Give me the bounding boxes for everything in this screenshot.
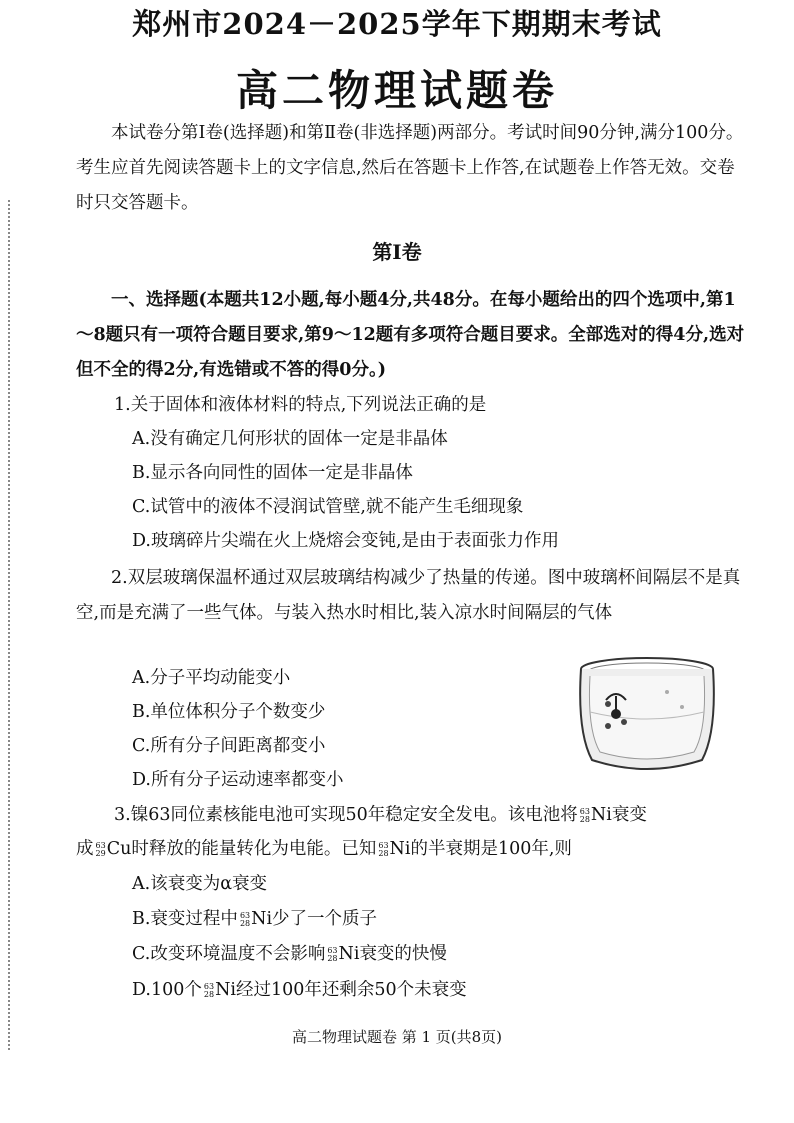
q1-option-c: C.试管中的液体不浸润试管壁,就不能产生毛细现象 [132, 497, 524, 517]
atomic-number: 28 [579, 814, 590, 824]
nuclide-ni-scripts [327, 947, 337, 963]
option-text: D.100个 [132, 980, 202, 1000]
option-text: 少了一个质子 [272, 909, 378, 929]
nuclide-ni-scripts [580, 808, 590, 824]
nuclide-ni-scripts [378, 842, 388, 858]
q2-option-b: B.单位体积分子个数变少 [132, 702, 326, 722]
option-text: 经过100年还剩余50个未衰变 [235, 980, 467, 1000]
q3-stem-text: 的半衰期是100年,则 [410, 839, 572, 859]
q3-option-d [132, 976, 467, 1001]
q3-option-c [132, 940, 447, 965]
option-text: B.衰变过程中 [132, 909, 238, 929]
q3-stem-text: 衰变 [611, 805, 647, 825]
atomic-number: 28 [239, 918, 251, 928]
q3-stem-text: 3.镍63同位素核能电池可实现50年稳定安全发电。该电池将 [114, 805, 578, 825]
section-title: 第Ⅰ卷 [372, 240, 422, 264]
atomic-number: 28 [203, 989, 215, 999]
mass-number: 63 [203, 981, 215, 991]
exam-title: 郑州市2024－2025学年下期期末考试 [132, 7, 662, 41]
q2-option-c: C.所有分子间距离都变小 [132, 736, 326, 756]
nuclide-symbol: Ni [389, 839, 411, 859]
page-footer: 高二物理试题卷 第 1 页(共8页) [291, 1028, 503, 1046]
nuclide-ni-scripts [240, 912, 250, 928]
mass-number: 63 [579, 806, 590, 816]
atomic-number: 28 [378, 848, 389, 858]
q3-stem-text: 时释放的能量转化为电能。已知 [131, 839, 377, 859]
q1-option-d: D.玻璃碎片尖端在火上烧熔会变钝,是由于表面张力作用 [132, 531, 560, 551]
nuclide-symbol: Ni [251, 909, 273, 929]
nuclide-cu-scripts [96, 842, 106, 858]
q1-stem: 1.关于固体和液体材料的特点,下列说法正确的是 [114, 395, 487, 415]
q3-stem-line2 [76, 835, 572, 860]
nuclide-symbol: Ni [215, 980, 236, 1000]
paper-title: 高二物理试题卷 [235, 66, 558, 115]
nuclide-symbol: Ni [590, 805, 612, 825]
q3-option-b [132, 905, 377, 930]
nuclide-symbol: Ni [338, 944, 360, 964]
option-text: 衰变的快慢 [359, 944, 447, 964]
q3-stem-line1 [114, 801, 647, 826]
option-text: C.改变环境温度不会影响 [132, 944, 326, 964]
q3-stem-text: 成 [76, 839, 94, 859]
mass-number: 63 [327, 945, 338, 955]
atomic-number: 28 [327, 953, 338, 963]
binding-margin-dots [8, 200, 10, 1050]
double-glass-cup-figure [572, 652, 722, 778]
q1-option-a: A.没有确定几何形状的固体一定是非晶体 [132, 429, 448, 449]
q1-option-b: B.显示各向同性的固体一定是非晶体 [132, 463, 413, 483]
mass-number: 63 [378, 840, 389, 850]
intro-paragraph: 本试卷分第Ⅰ卷(选择题)和第Ⅱ卷(非选择题)两部分。考试时间90分钟,满分100分。考生应首先阅读答题卡上的文字信息,然后在答题卡上作答,在试题卷上作答无效。交卷时只交答题卡。 [76, 123, 744, 213]
atomic-number: 29 [95, 848, 106, 858]
q2-option-a: A.分子平均动能变小 [132, 668, 291, 688]
q2-option-d: D.所有分子运动速率都变小 [132, 770, 344, 790]
nuclide-symbol: Cu [106, 839, 132, 859]
q2-stem: 2.双层玻璃保温杯通过双层玻璃结构减少了热量的传递。图中玻璃杯间隔层不是真空,而是充满了一些气体。与装入热水时相比,装入凉水时间隔层的气体 [76, 568, 741, 623]
mass-number: 63 [95, 840, 106, 850]
mass-number: 63 [239, 910, 251, 920]
choice-instructions: 一、选择题(本题共12小题,每小题4分,共48分。在每小题给出的四个选项中,第1～8题只有一项符合题目要求,第9～12题有多项符合题目要求。全部选对的得4分,选对但不全的得2分,有选错或不答的得0分。) [76, 290, 745, 380]
nuclide-ni-scripts [204, 983, 214, 999]
q3-option-a: A.该衰变为α衰变 [132, 874, 268, 894]
